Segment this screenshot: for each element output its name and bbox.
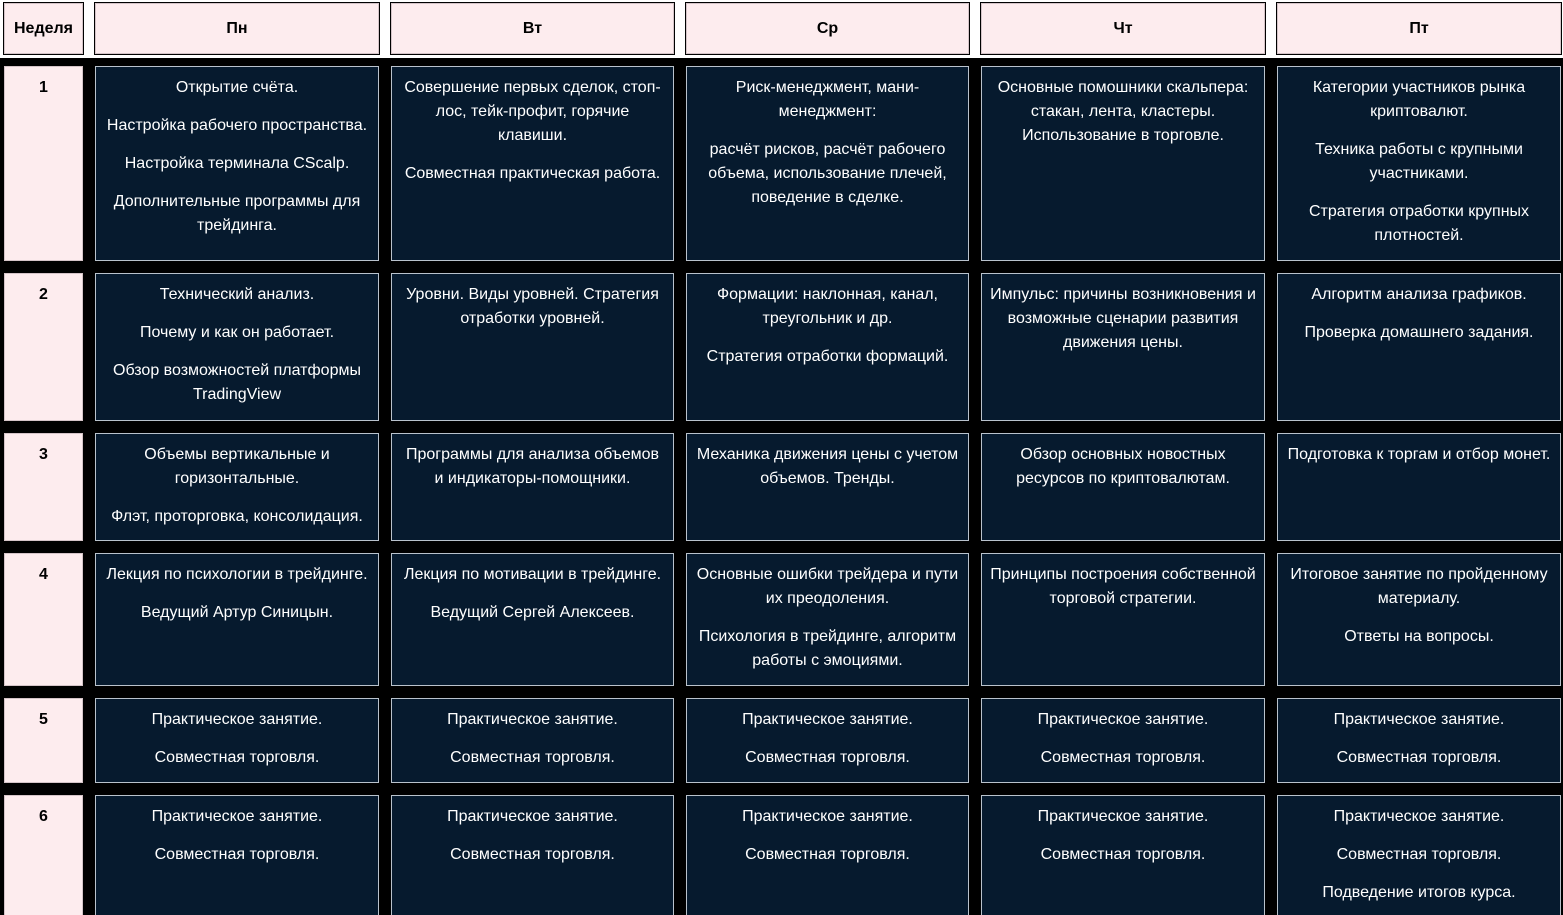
lesson-text: Практическое занятие.	[151, 711, 323, 728]
lesson-text: Совместная торговля.	[1040, 846, 1206, 863]
lesson-text: Импульс: причины возникновения и возможные сценарии развития движения цены.	[990, 286, 1256, 351]
lesson-cell-fri	[1277, 698, 1561, 783]
lesson-text: Дополнительные программы для трейдинга.	[113, 193, 361, 234]
lesson-cell-mon	[95, 433, 379, 541]
lesson-text: Совершение первых сделок, стоп-лос, тейк-профит, горячие клавиши.	[404, 79, 661, 144]
lesson-text: Практическое занятие.	[742, 808, 913, 825]
lesson-text: Практическое занятие.	[1333, 808, 1505, 825]
lesson-text: Практическое занятие.	[447, 808, 618, 825]
lesson-cell-mon	[95, 553, 379, 686]
lesson-text: Лекция по мотивации в трейдинге.	[403, 566, 662, 583]
header-day-mon: Пн	[95, 3, 379, 54]
lesson-text: Практическое занятие.	[151, 808, 323, 825]
lesson-cell-thu	[981, 433, 1265, 541]
lesson-text: Механика движения цены с учетом объемов. Тренды.	[696, 446, 959, 487]
lesson-text: Риск-менеджмент, мани-менеджмент:	[735, 79, 920, 120]
lesson-text: Совместная торговля.	[450, 749, 615, 766]
lesson-text: Практическое занятие.	[742, 711, 913, 728]
lesson-text: расчёт рисков, расчёт рабочего объема, использование плечей, поведение в сделке.	[708, 141, 947, 206]
lesson-text: Открытие счёта.	[175, 79, 299, 96]
lesson-text: Совместная практическая работа.	[404, 165, 661, 182]
lesson-text: Ответы на вопросы.	[1344, 628, 1494, 645]
lesson-text: Формации: наклонная, канал, треугольник и др.	[716, 286, 938, 327]
lesson-text: Подготовка к торгам и отбор монет.	[1287, 446, 1551, 463]
week-number-cell: 2	[4, 273, 83, 421]
week-number-cell: 5	[4, 698, 83, 783]
lesson-text: Флэт, проторговка, консолидация.	[111, 508, 363, 525]
lesson-cell-wed	[686, 553, 969, 686]
lesson-text: Стратегия отработки формаций.	[706, 348, 949, 365]
lesson-cell-thu	[981, 553, 1265, 686]
lesson-text: Подведение итогов курса.	[1322, 884, 1516, 901]
lesson-cell-wed	[686, 698, 969, 783]
lesson-text: Основные помошники скальпера: стакан, лента, кластеры. Использование в торговле.	[997, 79, 1249, 144]
lesson-cell-thu	[981, 795, 1265, 915]
lesson-text: Стратегия отработки крупных плотностей.	[1308, 203, 1530, 244]
lesson-cell-mon	[95, 273, 379, 421]
lesson-cell-tue	[391, 66, 674, 261]
lesson-text: Совместная торговля.	[745, 749, 910, 766]
lesson-text: Уровни. Виды уровней. Стратегия отработки уровней.	[406, 286, 659, 327]
lesson-cell-thu	[981, 698, 1265, 783]
lesson-text: Совместная торговля.	[154, 749, 320, 766]
lesson-cell-tue	[391, 553, 674, 686]
lesson-text: Проверка домашнего задания.	[1304, 324, 1534, 341]
lesson-cell-fri	[1277, 273, 1561, 421]
lesson-cell-tue	[391, 795, 674, 915]
lesson-text: Обзор возможностей платформы TradingView	[113, 362, 361, 403]
lesson-cell-mon	[95, 66, 379, 261]
lesson-text: Совместная торговля.	[154, 846, 320, 863]
week-number-cell: 6	[4, 795, 83, 915]
lesson-cell-wed	[686, 795, 969, 915]
header-week: Неделя	[4, 3, 83, 54]
week-number-cell: 1	[4, 66, 83, 261]
lesson-text: Техника работы с крупными участниками.	[1315, 141, 1523, 182]
lesson-cell-fri	[1277, 433, 1561, 541]
lesson-cell-fri	[1277, 66, 1561, 261]
lesson-text: Практическое занятие.	[1037, 808, 1209, 825]
lesson-text: Программы для анализа объемов и индикаторы-помощники.	[405, 446, 660, 487]
lesson-text: Совместная торговля.	[745, 846, 910, 863]
lesson-text: Алгоритм анализа графиков.	[1311, 286, 1527, 303]
lesson-cell-wed	[686, 433, 969, 541]
lesson-text: Практическое занятие.	[447, 711, 618, 728]
lesson-text: Практическое занятие.	[1037, 711, 1209, 728]
lesson-text: Лекция по психологии в трейдинге.	[106, 566, 368, 583]
lesson-text: Совместная торговля.	[450, 846, 615, 863]
lesson-cell-fri	[1277, 553, 1561, 686]
lesson-cell-fri	[1277, 795, 1561, 915]
week-number-cell: 4	[4, 553, 83, 686]
lesson-text: Настройка терминала CScalp.	[124, 155, 350, 172]
lesson-text: Совместная торговля.	[1336, 749, 1502, 766]
lesson-cell-thu	[981, 273, 1265, 421]
lesson-cell-thu	[981, 66, 1265, 261]
lesson-text: Совместная торговля.	[1040, 749, 1206, 766]
lesson-text: Почему и как он работает.	[139, 324, 335, 341]
lesson-cell-tue	[391, 273, 674, 421]
lesson-text: Практическое занятие.	[1333, 711, 1505, 728]
lesson-text: Принципы построения собственной торговой стратегии.	[990, 566, 1256, 607]
lesson-cell-mon	[95, 698, 379, 783]
lesson-cell-wed	[686, 273, 969, 421]
lesson-cell-tue	[391, 698, 674, 783]
week-number-cell: 3	[4, 433, 83, 541]
lesson-cell-wed	[686, 66, 969, 261]
lesson-cell-tue	[391, 433, 674, 541]
lesson-text: Ведущий Артур Синицын.	[140, 604, 334, 621]
lesson-cell-mon	[95, 795, 379, 915]
lesson-text: Основные ошибки трейдера и пути их преодоления.	[696, 566, 959, 607]
lesson-text: Технический анализ.	[159, 286, 315, 303]
lesson-text: Итоговое занятие по пройденному материалу.	[1290, 566, 1548, 607]
header-day-tue: Вт	[391, 3, 674, 54]
lesson-text: Категории участников рынка криптовалют.	[1312, 79, 1526, 120]
header-day-wed: Ср	[686, 3, 969, 54]
lesson-text: Ведущий Сергей Алексеев.	[430, 604, 635, 621]
lesson-text: Психология в трейдинге, алгоритм работы с эмоциями.	[698, 628, 957, 669]
header-day-thu: Чт	[981, 3, 1265, 54]
lesson-text: Совместная торговля.	[1336, 846, 1502, 863]
lesson-text: Настройка рабочего пространства.	[106, 117, 368, 134]
lesson-text: Обзор основных новостных ресурсов по криптовалютам.	[1016, 446, 1230, 487]
header-day-fri: Пт	[1277, 3, 1561, 54]
lesson-text: Объемы вертикальные и горизонтальные.	[144, 446, 330, 487]
